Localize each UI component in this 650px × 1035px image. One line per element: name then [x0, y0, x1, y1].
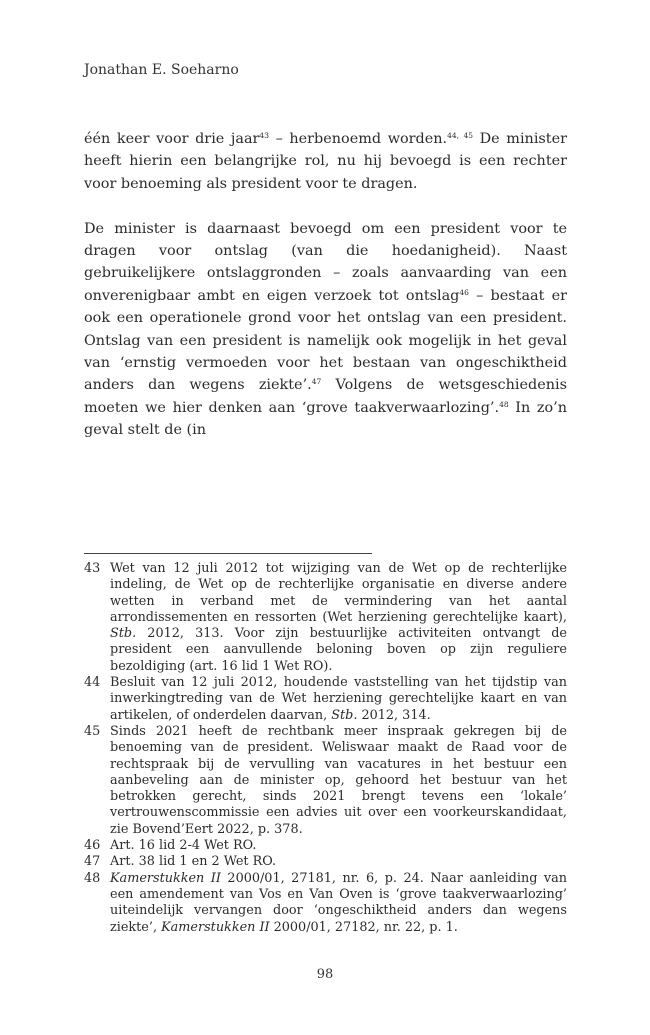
- footnotes: [84, 561, 567, 936]
- italic-citation: Stb.: [110, 626, 137, 642]
- footnote-divider: [84, 553, 372, 554]
- body-text: [84, 128, 567, 442]
- text-run: Volgens de wetsgeschiedenis moeten we hier denken aan ‘grove taakverwaarlozing’.: [84, 377, 567, 416]
- footnote-text: [110, 675, 567, 724]
- footnote-text: [110, 854, 567, 870]
- footnote-ref-47[interactable]: 47: [311, 377, 322, 387]
- paragraph-1: [84, 128, 567, 195]
- footnote-number: 44: [84, 675, 101, 691]
- text-run: 2012, 314.: [357, 707, 431, 723]
- text-run: Art. 16 lid 2-4 Wet RO.: [110, 838, 257, 854]
- text-run: In zo’n geval stelt de (in: [84, 399, 567, 439]
- footnote-number: 46: [84, 838, 101, 854]
- text-run: 2012, 313. Voor zijn bestuurlijke activiteiten ontvangt de president een aanvullende beloning boven op zijn reguliere bezoldiging (art. 16 lid 1 Wet RO).: [110, 626, 567, 674]
- italic-citation: Stb.: [331, 707, 358, 723]
- footnote-text: [110, 724, 567, 838]
- footnote-ref-46[interactable]: 46: [459, 287, 469, 297]
- text-run: 2000/01, 27181, nr. 6, p. 24. Naar aanleiding van een amendement van Vos en Van Oven is ‘grove taakverwaarlozing’ uiteindelijk vervangen door ‘ongeschiktheid anders dan wegens ziekte’,: [110, 870, 568, 935]
- footnote-44: [84, 675, 567, 724]
- footnote-text: [110, 871, 567, 936]
- page-number: 98: [316, 967, 334, 982]
- footnote-number: 47: [84, 854, 101, 870]
- italic-citation: Kamerstukken II: [110, 870, 221, 886]
- footnote-ref-48[interactable]: 48: [499, 399, 509, 409]
- text-run: Besluit van 12 juli 2012, houdende vaststelling van het tijdstip van inwerkingtreding van de Wet herziening gerechtelijke kaart en van artikelen, of onderdelen daarvan,: [110, 675, 567, 723]
- text-run: – herbenoemd worden.: [268, 131, 448, 147]
- footnote-48: [84, 871, 567, 936]
- footnote-47: [84, 854, 567, 870]
- text-run: Sinds 2021 heeft de rechtbank meer inspraak gekregen bij de benoeming van de president. Weliswaar maakt de Raad voor de rechtspraak bij de vervulling van vacatures in het bestuur een aanbeveling aan de minister op, gehoord het bestuur van het betrokken gerecht, sinds 2021 brengt tevens een ‘lokale’ vertrouwenscommissie een advies uit over een voorkeurskandidaat, zie Bovend’Eert 2022, p. 378.: [110, 723, 567, 837]
- footnote-46: [84, 838, 567, 854]
- paragraph-2: [84, 218, 567, 442]
- footnote-number: 48: [84, 870, 101, 886]
- text-run: Wet van 12 juli 2012 tot wijziging van de Wet op de rechterlijke indeling, de Wet op de rechterlijke organisatie en diverse andere wetten in verband met de vermindering van het aantal arrondissementen en ressorten (Wet herziening gerechtelijke kaart),: [110, 561, 567, 625]
- footnote-number: 45: [84, 723, 101, 739]
- text-run: 2000/01, 27182, nr. 22, p. 1.: [269, 919, 458, 935]
- footnote-ref-43[interactable]: 43: [259, 131, 269, 140]
- italic-citation: Kamerstukken II: [161, 919, 270, 935]
- footnote-45: [84, 724, 567, 838]
- text-run: De minister heeft hierin een belangrijke rol, nu hij bevoegd is een rechter voor benoeming als president voor te dragen.: [84, 131, 567, 192]
- text-run: Art. 38 lid 1 en 2 Wet RO.: [110, 854, 277, 870]
- footnote-text: [110, 561, 567, 675]
- footnote-43: [84, 561, 567, 675]
- text-run: – bestaat er ook een operationele grond voor het ontslag van een president. Ontslag van een president is namelijk ook mogelijk in het geval van ‘ernstig vermoeden voor het bestaan van ongeschiktheid anders dan wegens ziekte’.: [84, 287, 568, 394]
- running-head: Jonathan E. Soeharno: [84, 62, 239, 78]
- text-run: één keer voor drie jaar: [84, 131, 260, 147]
- footnote-text: [110, 838, 567, 854]
- footnote-number: 43: [84, 561, 101, 576]
- footnote-ref-44-45[interactable]: 44, 45: [447, 131, 474, 140]
- text-run: De minister is daarnaast bevoegd om een president voor te dragen voor ontslag (van die hoedanigheid). Naast gebruikelijkere ontslaggronden – zoals aanvaarding van een onverenigbaar ambt en eigen verzoek tot ontslag: [84, 220, 567, 304]
